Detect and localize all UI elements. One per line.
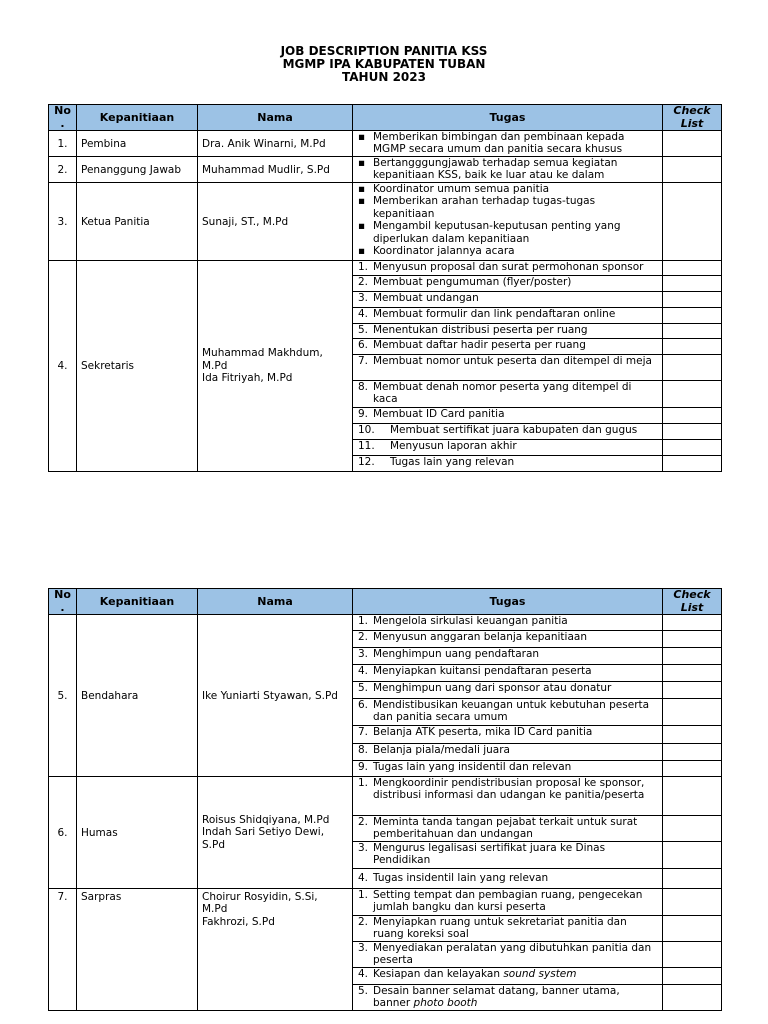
task-cell [353,408,663,424]
check-cell[interactable] [663,261,722,276]
bullet-icon: ▪ [358,245,366,258]
task-item: 3. Menghimpun uang pendaftaran [358,648,540,660]
task-cell [353,842,663,869]
check-cell[interactable] [663,916,722,942]
check-cell[interactable] [663,324,722,339]
table-row [49,131,722,157]
task-cell [353,183,663,261]
task-item: 3. Membuat undangan [358,292,479,304]
check-cell[interactable] [663,381,722,408]
task-cell [353,777,663,816]
check-cell[interactable] [663,665,722,682]
committee-role: Humas [77,777,198,889]
task-cell [353,276,663,292]
header-tugas: Tugas [353,105,663,131]
check-cell[interactable] [663,631,722,648]
member-name: Muhammad Mudlir, S.Pd [198,157,353,183]
check-cell[interactable] [663,682,722,699]
task-item: 3. Menyediakan peralatan yang dibutuhkan panitia dan peserta [358,942,652,967]
check-cell[interactable] [663,308,722,324]
task-cell [353,985,663,1011]
task-cell [353,308,663,324]
committee-role: Sekretaris [77,261,198,472]
header-tugas: Tugas [353,589,663,615]
check-cell[interactable] [663,816,722,842]
header-kepanitiaan: Kepanitiaan [77,105,198,131]
title-line-2: MGMP IPA KABUPATEN TUBAN [282,57,486,71]
check-cell[interactable] [663,744,722,761]
check-cell[interactable] [663,424,722,440]
task-item: 5. Menentukan distribusi peserta per ruang [358,324,588,336]
table-row [49,157,722,183]
check-cell[interactable] [663,157,722,183]
task-item: 6. Mendistibusikan keuangan untuk kebutuhan peserta dan panitia secara umum [358,699,650,724]
check-cell[interactable] [663,777,722,816]
bullet-icon: ▪ [358,195,366,208]
table-row [49,183,722,261]
check-cell[interactable] [663,276,722,292]
task-item: 4. Membuat formulir dan link pendaftaran online [358,308,616,320]
task-item: 4. Menyiapkan kuitansi pendaftaran peserta [358,665,592,677]
task-item: 8. Membuat denah nomor peserta yang ditempel di kaca [358,381,632,406]
task-item: ▪ Memberikan bimbingan dan pembinaan kepada MGMP secara umum dan panitia secara khusus [358,131,625,156]
task-item: ▪ Bertangggungjawab terhadap semua kegiatan kepanitiaan KSS, baik ke luar atau ke dalam [358,157,618,182]
task-item: 2. Meminta tanda tangan pejabat terkait untuk surat pemberitahuan dan undangan [358,816,638,841]
task-item: ▪ Koordinator jalannya acara [358,245,515,258]
check-cell[interactable] [663,968,722,985]
task-item: 3. Mengurus legalisasi sertifikat juara ke Dinas Pendidikan [358,842,606,867]
task-cell [353,761,663,777]
table-row [49,889,722,916]
check-cell[interactable] [663,292,722,308]
task-cell [353,869,663,889]
task-item: 2. Menyiapkan ruang untuk sekretariat panitia dan ruang koreksi soal [358,916,627,941]
row-number: 1. [49,131,77,157]
table-row [49,261,722,276]
task-item: 1. Setting tempat dan pembagian ruang, pengecekan jumlah bangku dan kursi peserta [358,889,643,914]
header-check-list: Check List [663,589,722,615]
task-item: 6. Membuat daftar hadir peserta per ruang [358,339,586,351]
check-cell[interactable] [663,408,722,424]
bullet-icon: ▪ [358,157,366,169]
task-cell [353,324,663,339]
task-cell [353,440,663,456]
task-cell [353,916,663,942]
task-cell [353,131,663,157]
task-item: 5. Desain banner selamat datang, banner utama, banner photo booth [358,985,620,1010]
task-item: 11. Menyusun laporan akhir [358,440,517,452]
task-cell [353,968,663,985]
task-item: 9. Membuat ID Card panitia [358,408,505,420]
committee-role: Sarpras [77,889,198,1011]
task-cell [353,339,663,355]
committee-role: Ketua Panitia [77,183,198,261]
member-name: Ike Yuniarti Styawan, S.Pd [198,615,353,777]
task-item: ▪ Mengambil keputusan-keputusan penting yang diperlukan dalam kepanitiaan [358,220,621,245]
row-number: 7. [49,889,77,1011]
check-cell[interactable] [663,985,722,1011]
header-kepanitiaan: Kepanitiaan [77,589,198,615]
check-cell[interactable] [663,355,722,381]
task-item: ▪ Memberikan arahan terhadap tugas-tugas kepanitiaan [358,195,596,220]
task-item: 7. Belanja ATK peserta, mika ID Card panitia [358,726,593,738]
check-cell[interactable] [663,761,722,777]
task-cell [353,942,663,968]
check-cell[interactable] [663,869,722,889]
row-number: 4. [49,261,77,472]
check-cell[interactable] [663,699,722,726]
header-nama: Nama [198,105,353,131]
document-title [0,45,768,84]
check-cell[interactable] [663,889,722,916]
member-name: Dra. Anik Winarni, M.Pd [198,131,353,157]
task-cell [353,744,663,761]
task-cell [353,665,663,682]
task-item: 1. Mengkoordinir pendistribusian proposal ke sponsor, distribusi informasi dan udangan ke panitia/peserta [358,777,645,802]
check-cell[interactable] [663,726,722,744]
committee-role: Pembina [77,131,198,157]
task-item: 12. Tugas lain yang relevan [358,456,515,468]
job-table-2 [48,588,722,1011]
job-table-1 [48,104,722,472]
task-cell [353,631,663,648]
task-cell [353,355,663,381]
task-item: 5. Menghimpun uang dari sponsor atau donatur [358,682,612,694]
title-line-1: JOB DESCRIPTION PANITIA KSS [280,44,488,58]
task-item: 1. Menyusun proposal dan surat permohonan sponsor [358,261,644,273]
bullet-icon: ▪ [358,220,366,233]
header-nama: Nama [198,589,353,615]
row-number: 5. [49,615,77,777]
task-cell [353,648,663,665]
task-cell [353,816,663,842]
member-name: Choirur Rosyidin, S.Si, M.Pd Fakhrozi, S.Pd [198,889,353,1011]
bullet-icon: ▪ [358,183,366,195]
row-number: 3. [49,183,77,261]
committee-role: Bendahara [77,615,198,777]
committee-role: Penanggung Jawab [77,157,198,183]
task-cell [353,157,663,183]
task-cell [353,292,663,308]
task-cell [353,726,663,744]
task-item: 1. Mengelola sirkulasi keuangan panitia [358,615,568,627]
task-cell [353,682,663,699]
task-item: 4. Tugas insidentil lain yang relevan [358,872,549,885]
check-cell[interactable] [663,942,722,968]
check-cell[interactable] [663,183,722,261]
task-cell [353,456,663,472]
task-cell [353,889,663,916]
check-cell[interactable] [663,648,722,665]
row-number: 6. [49,777,77,889]
header-no: No . [49,105,77,131]
member-name: Muhammad Makhdum, M.Pd Ida Fitriyah, M.Pd [198,261,353,472]
member-name: Sunaji, ST., M.Pd [198,183,353,261]
task-item: 8. Belanja piala/medali juara [358,744,510,756]
task-item: 7. Membuat nomor untuk peserta dan ditempel di meja [358,355,652,367]
task-item: 10. Membuat sertifikat juara kabupaten dan gugus [358,424,638,436]
row-number: 2. [49,157,77,183]
member-name: Roisus Shidqiyana, M.Pd Indah Sari Setiyo Dewi, S.Pd [198,777,353,889]
check-cell[interactable] [663,440,722,456]
table-row [49,777,722,816]
header-no: No . [49,589,77,615]
check-cell[interactable] [663,339,722,355]
task-cell [353,699,663,726]
table-row [49,615,722,631]
task-item: 9. Tugas lain yang insidentil dan relevan [358,761,572,773]
task-cell [353,381,663,408]
task-item: 4. Kesiapan dan kelayakan sound system [358,968,577,980]
task-cell [353,261,663,276]
task-item: 2. Menyusun anggaran belanja kepanitiaan [358,631,587,643]
check-cell[interactable] [663,842,722,869]
title-line-3: TAHUN 2023 [342,70,426,84]
task-item: 2. Membuat pengumuman (flyer/poster) [358,276,572,288]
bullet-icon: ▪ [358,131,366,143]
header-check-list: Check List [663,105,722,131]
check-cell[interactable] [663,131,722,157]
task-cell [353,424,663,440]
task-cell [353,615,663,631]
task-item: ▪ Koordinator umum semua panitia [358,183,550,195]
check-cell[interactable] [663,615,722,631]
check-cell[interactable] [663,456,722,472]
